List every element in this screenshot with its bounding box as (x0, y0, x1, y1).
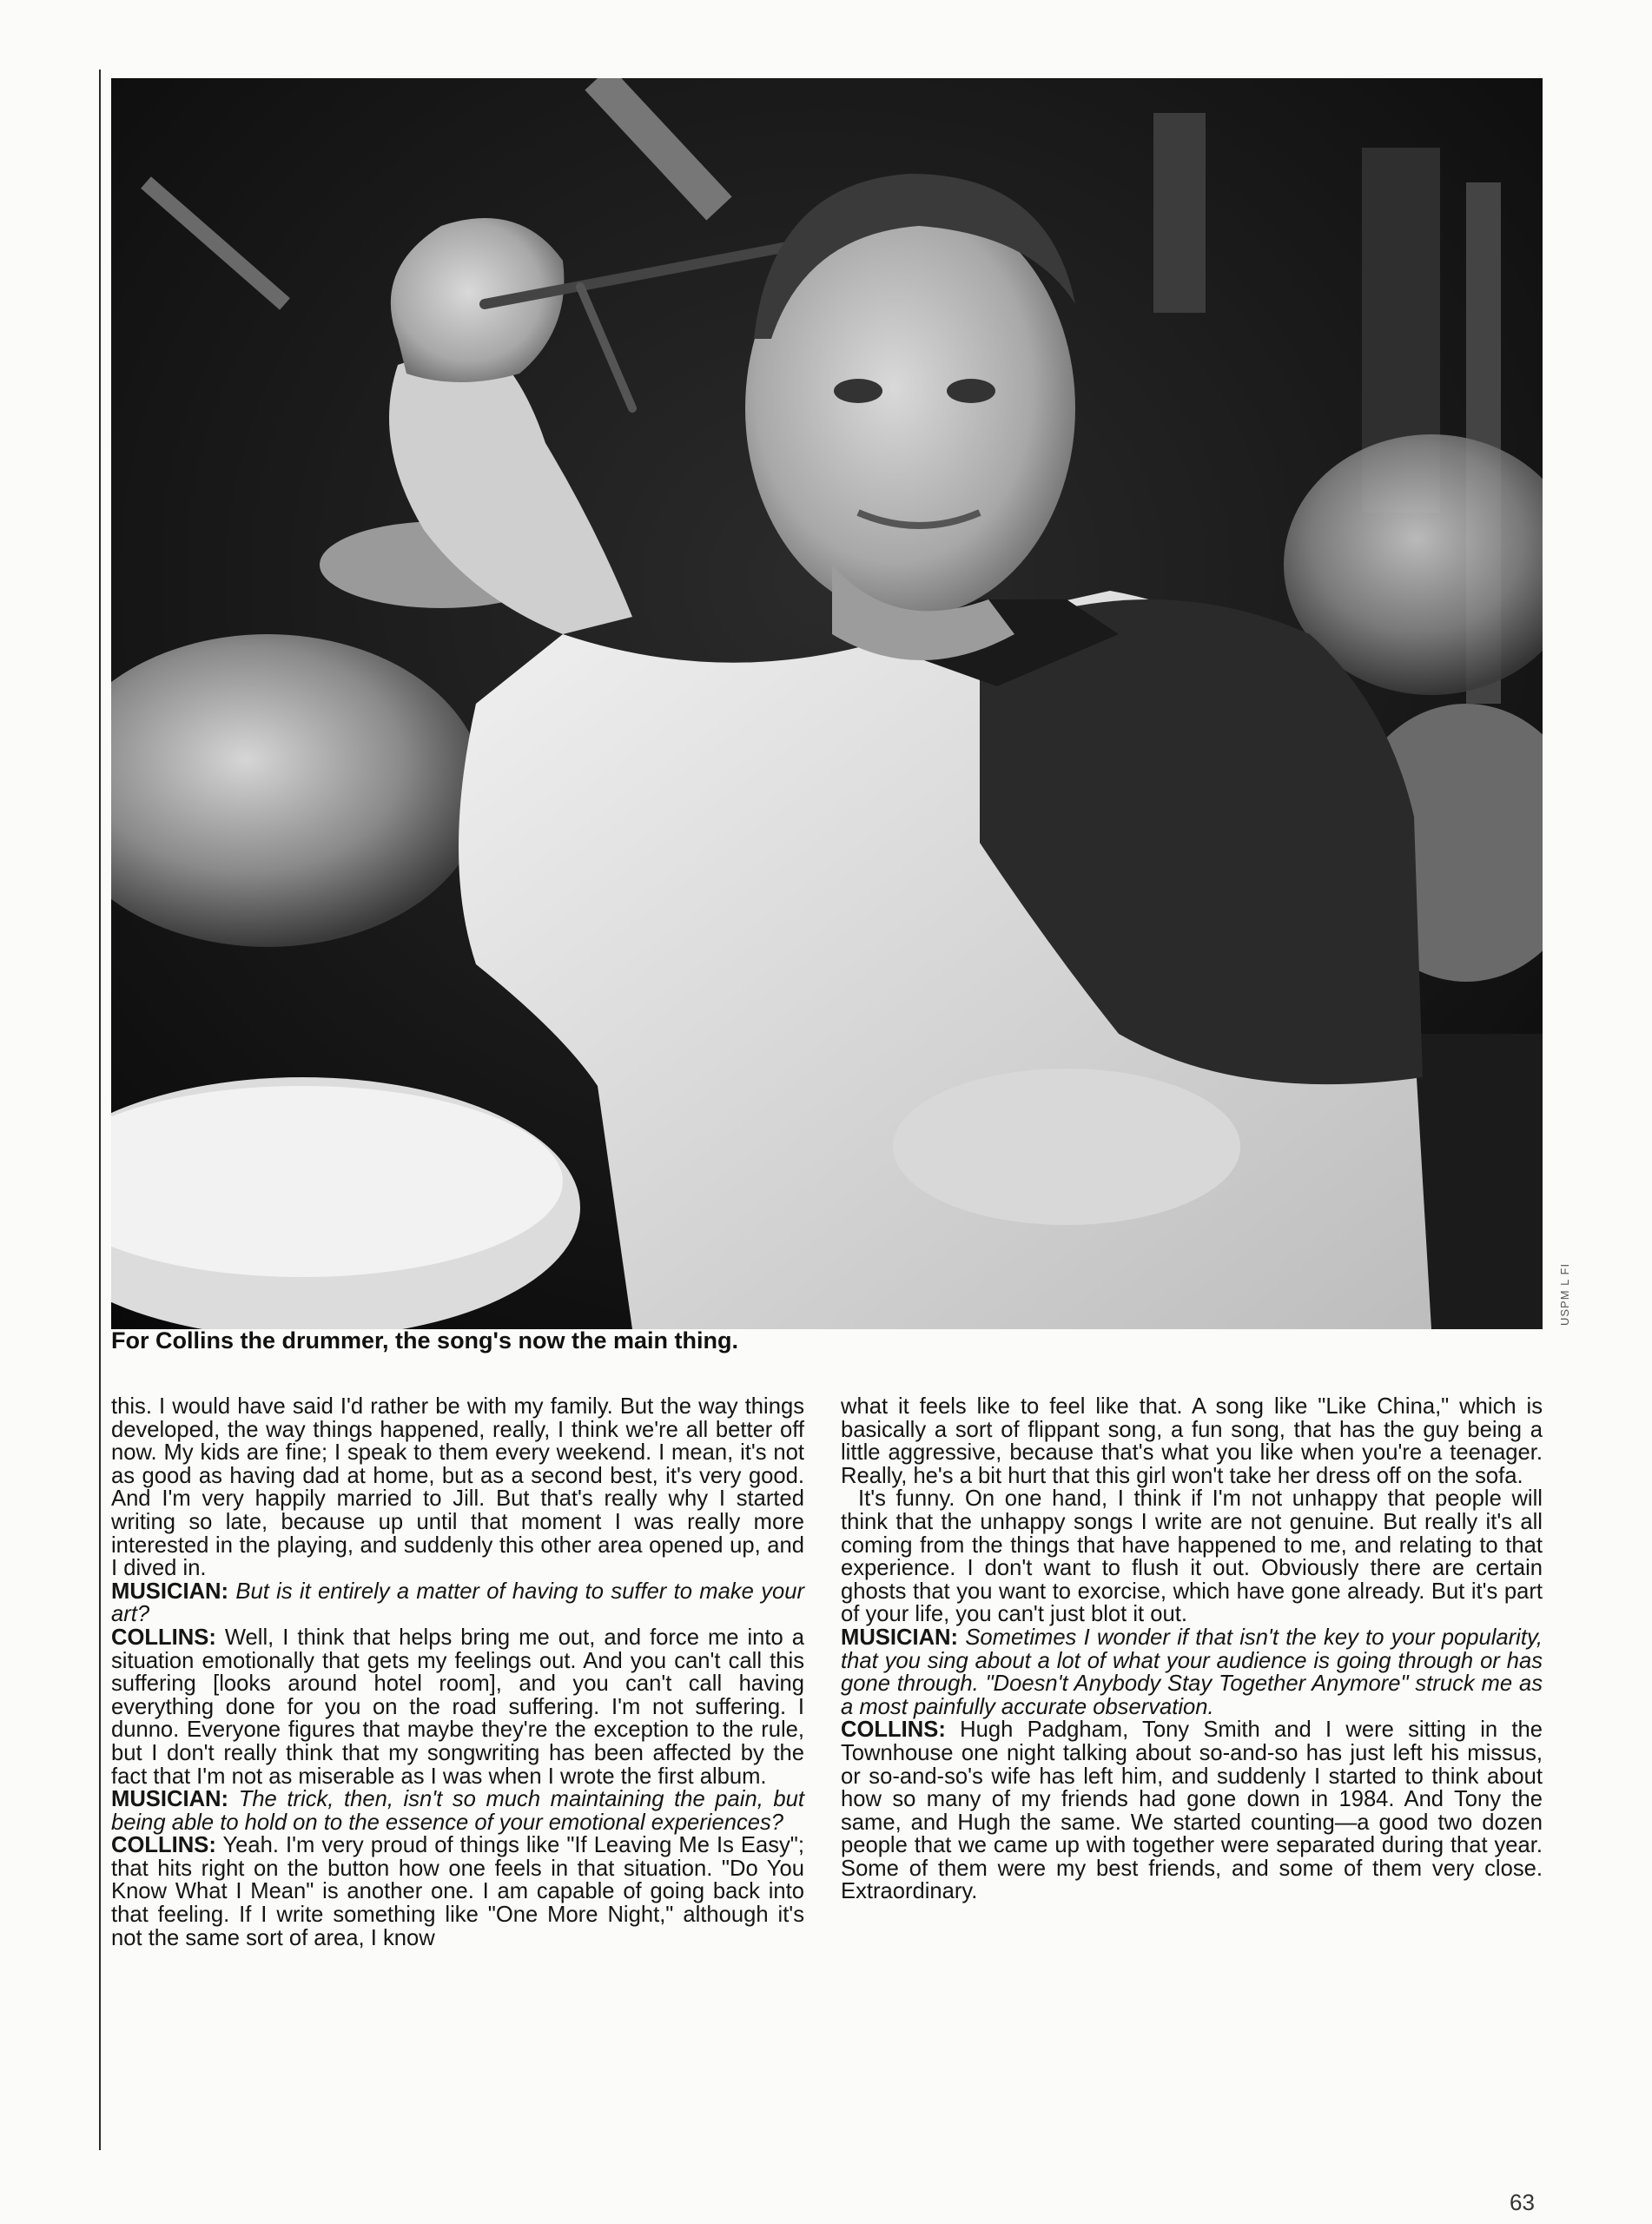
left-column (111, 1395, 804, 1949)
page-number: 63 (1510, 2189, 1535, 2215)
speaker-label: COLLINS: (111, 1833, 216, 1858)
photo-caption: For Collins the drummer, the song's now the main thing. (111, 1327, 738, 1354)
right-column (841, 1395, 1543, 1903)
speaker-label: COLLINS: (111, 1625, 216, 1650)
answer: COLLINS: Hugh Padgham, Tony Smith and I were sitting in the Townhouse one night talking about so-and-so has just left his missus, or so-and-so's wife has left him, and suddenly I started to think about how so many of my friends had gone down in 1984. And Tony the same, and Hugh the same. We started counting—a good two dozen people that we came up with together were separated during that year. Some of them were my best friends, and some of them very close. Extraordinary. (841, 1718, 1543, 1904)
photo-illustration (111, 78, 1543, 1329)
speaker-label: MUSICIAN: (841, 1625, 959, 1650)
paragraph: It's funny. On one hand, I think if I'm not unhappy that people will think that the unhappy songs I write are not genuine. But really it's all coming from the things that have happened to me, and relating to that experience. I don't want to flush it out. Obviously there are certain ghosts that you want to exorcise, which have gone already. But it's part of your life, you can't just blot it out. (841, 1486, 1543, 1627)
question: MUSICIAN: The trick, then, isn't so much maintaining the pain, but being able to hold on to the essence of your emotional experiences? (111, 1787, 804, 1835)
answer: COLLINS: Yeah. I'm very proud of things like "If Leaving Me Is Easy"; that hits right on the button how one feels in that situation. "Do You Know What I Mean" is another one. I am capable of going back into that feeling. If I write something like "One More Night," although it's not the same sort of area, I know (111, 1833, 804, 1950)
paragraph: what it feels like to feel like that. A song like "Like China," which is basically a sort of flippant song, a fun song, that has the guy being a little aggressive, because that's what you like when you're a teenager. Really, he's a bit hurt that this girl won't take her dress off on the sofa. (841, 1394, 1543, 1488)
question: MUSICIAN: But is it entirely a matter of having to suffer to make your art? (111, 1579, 804, 1627)
speaker-label: MUSICIAN: (111, 1579, 229, 1604)
photo-credit: USPM L FI (1558, 1262, 1571, 1326)
answer: COLLINS: Well, I think that helps bring me out, and force me into a situation emotionally that gets my feelings out. And you can't call this suffering [looks around hotel room], and you can't call having everything done for you on the road suffering. I'm not suffering. I dunno. Everyone figures that maybe they're the exception to the rule, but I don't really think that my songwriting has been affected by the fact that I'm not as miserable as I was when I wrote the first album. (111, 1625, 804, 1789)
speaker-label: MUSICIAN: (111, 1787, 229, 1812)
question: MUSICIAN: Sometimes I wonder if that isn't the key to your popularity, that you sing about a lot of what your audience is going through or has gone through. "Doesn't Anybody Stay Together Anymore" struck me as a most painfully accurate observation. (841, 1625, 1543, 1719)
drummer-photo (111, 78, 1543, 1329)
paragraph: this. I would have said I'd rather be with my family. But the way things developed, the way things happened, really, I think we're all better off now. My kids are fine; I speak to them every weekend. I mean, it's not as good as having dad at home, but as a second best, it's very good. And I'm very happily married to Jill. But that's really why I started writing so late, because up until that moment I was really more interested in the playing, and suddenly this other area opened up, and I dived in. (111, 1394, 804, 1581)
speaker-label: COLLINS: (841, 1718, 946, 1743)
left-margin-rule (99, 70, 101, 2150)
